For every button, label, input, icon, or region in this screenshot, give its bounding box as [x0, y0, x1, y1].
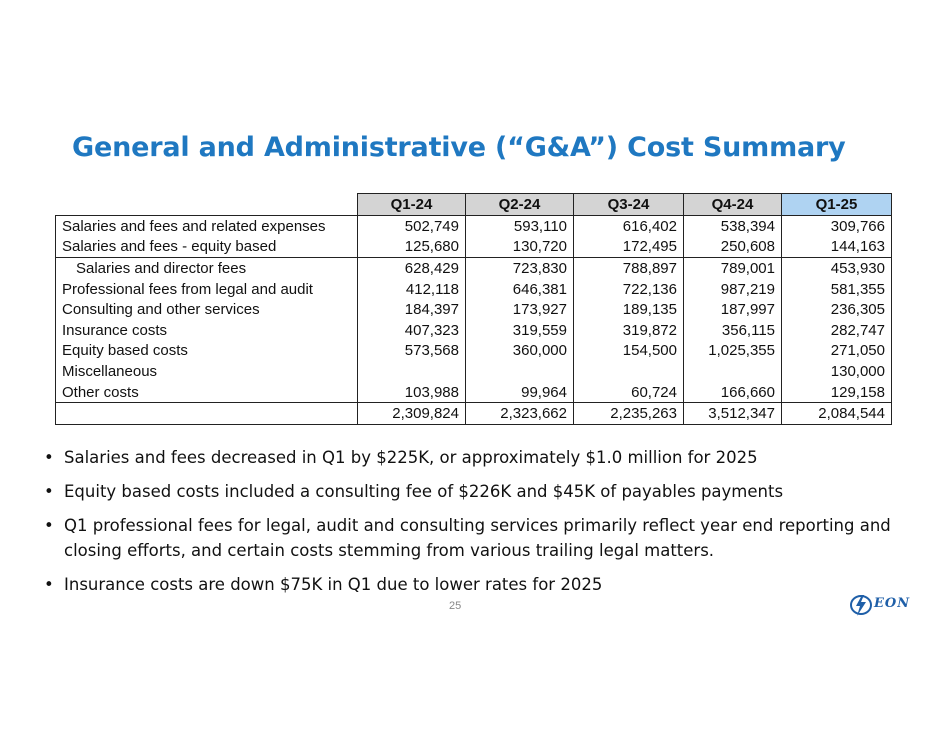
bullet-text: Equity based costs included a consulting fee of $226K and $45K of payables payments — [64, 482, 784, 501]
cell-value: 60,724 — [574, 382, 684, 403]
cell-value: 538,394 — [684, 216, 782, 237]
cell-value: 502,749 — [358, 216, 466, 237]
cell-value: 173,927 — [466, 299, 574, 320]
cell-value: 788,897 — [574, 258, 684, 279]
cell-value: 616,402 — [574, 216, 684, 237]
bullet-list — [44, 445, 924, 606]
totals-label-cell — [56, 403, 358, 425]
cell-value: 412,118 — [358, 279, 466, 300]
bullet-text: Salaries and fees decreased in Q1 by $225K, or approximately $1.0 million for 2025 — [64, 448, 758, 467]
cell-value: 172,495 — [574, 237, 684, 258]
bullet-item — [44, 479, 924, 504]
table-row — [56, 237, 892, 258]
page-number: 25 — [449, 600, 462, 612]
slide-title: General and Administrative (“G&A”) Cost Summary — [72, 132, 846, 163]
bullet-dot: • — [44, 516, 54, 535]
gna-cost-table — [55, 193, 892, 425]
column-header-q1-24: Q1-24 — [358, 194, 466, 216]
total-value: 2,309,824 — [358, 403, 466, 425]
cell-value: 103,988 — [358, 382, 466, 403]
cell-value: 189,135 — [574, 299, 684, 320]
cell-value: 99,964 — [466, 382, 574, 403]
header-blank-cell — [56, 194, 358, 216]
cell-value — [574, 361, 684, 382]
cell-value: 187,997 — [684, 299, 782, 320]
cell-value: 593,110 — [466, 216, 574, 237]
cell-value: 723,830 — [466, 258, 574, 279]
row-label: Salaries and director fees — [56, 258, 358, 279]
table-row — [56, 361, 892, 382]
row-label: Consulting and other services — [56, 299, 358, 320]
cell-value: 309,766 — [782, 216, 892, 237]
lightning-globe-icon — [848, 592, 874, 618]
column-header-q3-24: Q3-24 — [574, 194, 684, 216]
cell-value: 319,872 — [574, 320, 684, 341]
cell-value: 407,323 — [358, 320, 466, 341]
cell-value: 129,158 — [782, 382, 892, 403]
logo-text: EON — [874, 596, 911, 611]
row-label: Miscellaneous — [56, 361, 358, 382]
table-row — [56, 320, 892, 341]
row-label: Salaries and fees - equity based — [56, 237, 358, 258]
cell-value: 573,568 — [358, 341, 466, 362]
cell-value: 1,025,355 — [684, 341, 782, 362]
bullet-text: Insurance costs are down $75K in Q1 due to lower rates for 2025 — [64, 575, 603, 594]
table-row — [56, 299, 892, 320]
cell-value: 271,050 — [782, 341, 892, 362]
bullet-text: Q1 professional fees for legal, audit and consulting services primarily reflect year end reporting and closing efforts, and certain costs stemming from various trailing legal matters. — [64, 516, 891, 560]
cell-value — [358, 361, 466, 382]
total-value: 2,084,544 — [782, 403, 892, 425]
cell-value: 130,000 — [782, 361, 892, 382]
cell-value: 166,660 — [684, 382, 782, 403]
row-label: Equity based costs — [56, 341, 358, 362]
row-label: Professional fees from legal and audit — [56, 279, 358, 300]
cell-value: 125,680 — [358, 237, 466, 258]
cell-value: 319,559 — [466, 320, 574, 341]
cell-value: 144,163 — [782, 237, 892, 258]
row-label: Other costs — [56, 382, 358, 403]
column-header-q4-24: Q4-24 — [684, 194, 782, 216]
bullet-item — [44, 572, 924, 597]
table-body — [56, 216, 892, 425]
table-row — [56, 279, 892, 300]
table-row — [56, 216, 892, 237]
totals-row — [56, 403, 892, 425]
cell-value: 646,381 — [466, 279, 574, 300]
row-label: Salaries and fees and related expenses — [56, 216, 358, 237]
cell-value: 130,720 — [466, 237, 574, 258]
cell-value: 250,608 — [684, 237, 782, 258]
total-value: 3,512,347 — [684, 403, 782, 425]
table-row — [56, 258, 892, 279]
eon-logo — [848, 592, 918, 618]
cell-value — [466, 361, 574, 382]
total-value: 2,323,662 — [466, 403, 574, 425]
table-row — [56, 382, 892, 403]
total-value: 2,235,263 — [574, 403, 684, 425]
cell-value: 722,136 — [574, 279, 684, 300]
column-header-q2-24: Q2-24 — [466, 194, 574, 216]
cell-value: 154,500 — [574, 341, 684, 362]
cell-value: 356,115 — [684, 320, 782, 341]
cell-value: 987,219 — [684, 279, 782, 300]
cell-value: 184,397 — [358, 299, 466, 320]
cell-value — [684, 361, 782, 382]
column-header-q1-25: Q1-25 — [782, 194, 892, 216]
bullet-item — [44, 445, 924, 470]
table-row — [56, 341, 892, 362]
bullet-dot: • — [44, 448, 54, 467]
cell-value: 236,305 — [782, 299, 892, 320]
cell-value: 453,930 — [782, 258, 892, 279]
bullet-dot: • — [44, 575, 54, 594]
cell-value: 581,355 — [782, 279, 892, 300]
bullet-dot: • — [44, 482, 54, 501]
bullet-item — [44, 513, 924, 563]
cell-value: 789,001 — [684, 258, 782, 279]
cell-value: 628,429 — [358, 258, 466, 279]
cell-value: 360,000 — [466, 341, 574, 362]
cell-value: 282,747 — [782, 320, 892, 341]
table-header-row — [56, 194, 892, 216]
row-label: Insurance costs — [56, 320, 358, 341]
